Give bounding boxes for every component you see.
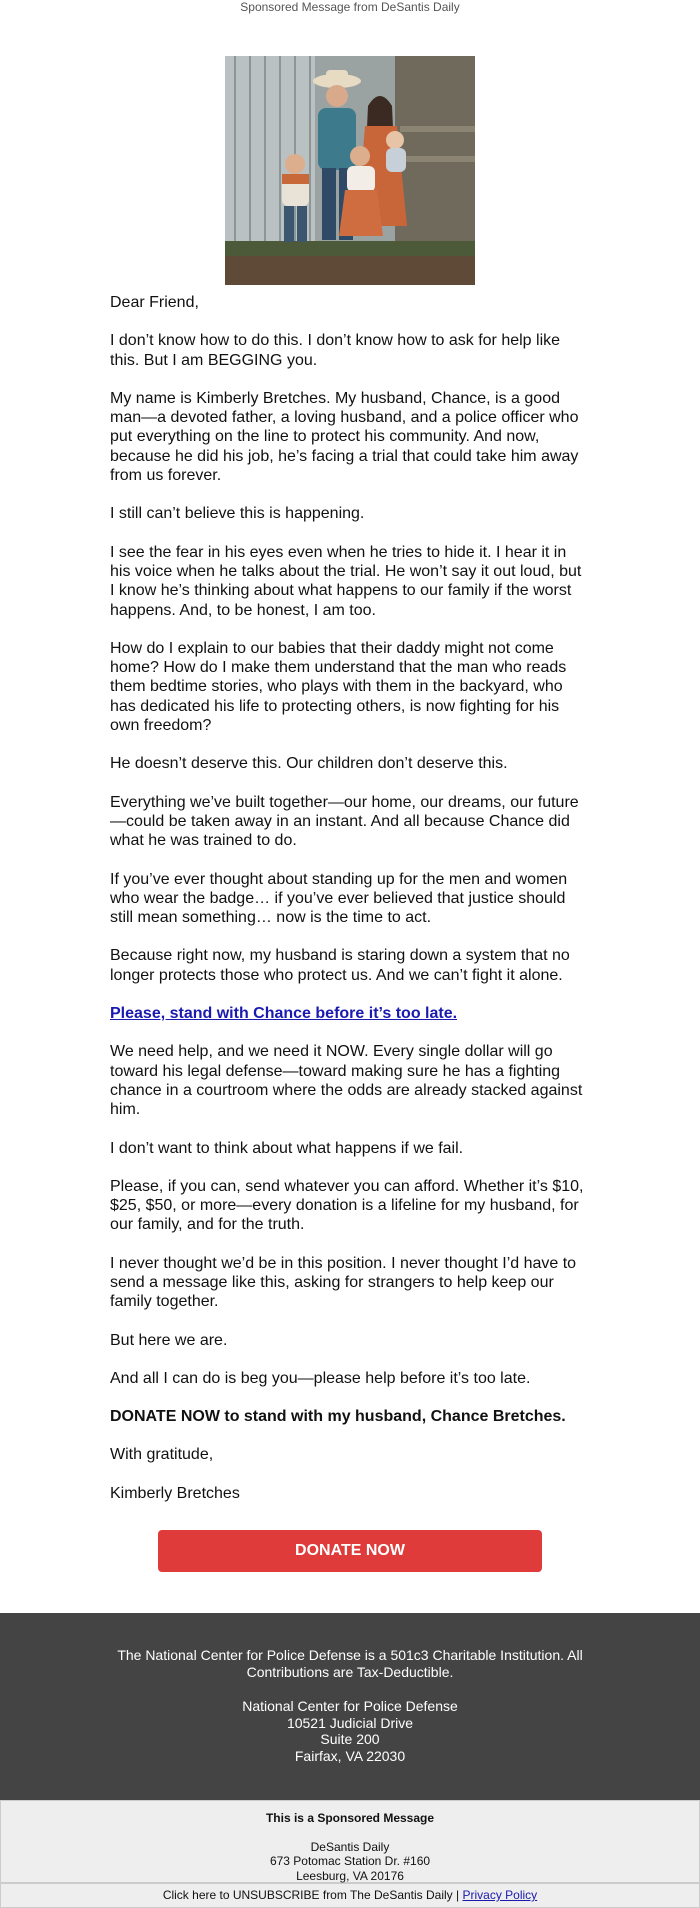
paragraph: But here we are.	[110, 1331, 228, 1349]
privacy-policy-link[interactable]: Privacy Policy	[462, 1888, 538, 1902]
org-address-line: Suite 200	[320, 1731, 380, 1747]
paragraph: We need help, and we need it NOW. Every single dollar will go toward his legal defense—toward making sure he has a fighting chance in a courtroom where the odds are already stacked against him.	[110, 1043, 583, 1119]
org-address-line: 10521 Judicial Drive	[286, 1714, 414, 1731]
org-name: National Center for Police Defense	[242, 1698, 458, 1714]
family-photo-illustration	[225, 56, 475, 285]
signature: Kimberly Bretches	[110, 1484, 240, 1502]
sponsor-address-line: 673 Potomac Station Dr. #160	[269, 1854, 431, 1868]
paragraph: If you’ve ever thought about standing up for the men and women who wear the badge… if you’ve ever believed that justice should still mean something… now is the time to act.	[110, 870, 568, 927]
unsubscribe-link[interactable]: Click here to UNSUBSCRIBE from The DeSantis Daily |	[162, 1888, 460, 1902]
paragraph: Please, if you can, send whatever you can afford. Whether it’s $10, $25, $50, or more—every donation is a lifeline for my husband, for our family, and for the truth.	[110, 1177, 584, 1234]
footer-organization	[0, 1613, 700, 1800]
family-photo	[225, 56, 475, 285]
paragraph: And all I can do is beg you—please help before it’s too late.	[110, 1369, 531, 1387]
paragraph: I don’t know how to do this. I don’t know how to ask for help like this. But I am BEGGING you.	[110, 332, 561, 369]
closing: With gratitude,	[110, 1446, 214, 1464]
tax-note: The National Center for Police Defense is a 501c3 Charitable Institution. All Contributions are Tax-Deductible.	[117, 1647, 583, 1680]
paragraph: I still can’t believe this is happening.	[110, 505, 365, 523]
paragraph: I never thought we’d be in this position. I never thought I’d have to send a message like this, asking for strangers to help keep our family together.	[110, 1254, 577, 1311]
donate-cta-text: DONATE NOW to stand with my husband, Chance Bretches.	[110, 1408, 566, 1426]
org-address-line: Fairfax, VA 22030	[294, 1747, 406, 1764]
sponsor-heading: This is a Sponsored Message	[265, 1811, 435, 1825]
stand-with-chance-link[interactable]: Please, stand with Chance before it’s too late.	[110, 1005, 458, 1023]
paragraph: My name is Kimberly Bretches. My husband, Chance, is a good man—a devoted father, a loving husband, and a police officer who put everything on the line to protect his community. And now, because he did his job, he’s facing a trial that could take him away from us forever.	[110, 389, 579, 485]
letter-body	[110, 293, 590, 1522]
sponsor-name: DeSantis Daily	[310, 1839, 390, 1854]
sponsor-box	[0, 1800, 700, 1883]
stand-with-chance-paragraph	[110, 1004, 590, 1023]
donate-now-button[interactable]: DONATE NOW	[158, 1530, 542, 1572]
paragraph: I see the fear in his eyes even when he tries to hide it. I hear it in his voice when he talks about the trial. He won’t say it out loud, but I know he’s thinking about what happens to our family if the worst happens. And, to be honest, I am too.	[110, 543, 582, 619]
paragraph: How do I explain to our babies that their daddy might not come home? How do I make them understand that the man who reads them bedtime stories, who plays with them in the backyard, who has dedicated his life to protecting others, is now fighting for his own freedom?	[110, 639, 567, 735]
paragraph: Because right now, my husband is staring down a system that no longer protects those who protect us. And we can’t fight it alone.	[110, 947, 570, 984]
unsubscribe-bar	[0, 1883, 700, 1908]
sponsor-address-line: Leesburg, VA 20176	[296, 1868, 404, 1883]
org-address	[0, 1698, 700, 1764]
paragraph: Everything we’ve built together—our home, our dreams, our future—could be taken away in an instant. And all because Chance did what he was trained to do.	[110, 793, 579, 850]
paragraph: I don’t want to think about what happens if we fail.	[110, 1139, 464, 1157]
greeting: Dear Friend,	[110, 294, 199, 311]
sponsored-header: Sponsored Message from DeSantis Daily	[240, 0, 460, 14]
paragraph: He doesn’t deserve this. Our children don’t deserve this.	[110, 755, 508, 773]
